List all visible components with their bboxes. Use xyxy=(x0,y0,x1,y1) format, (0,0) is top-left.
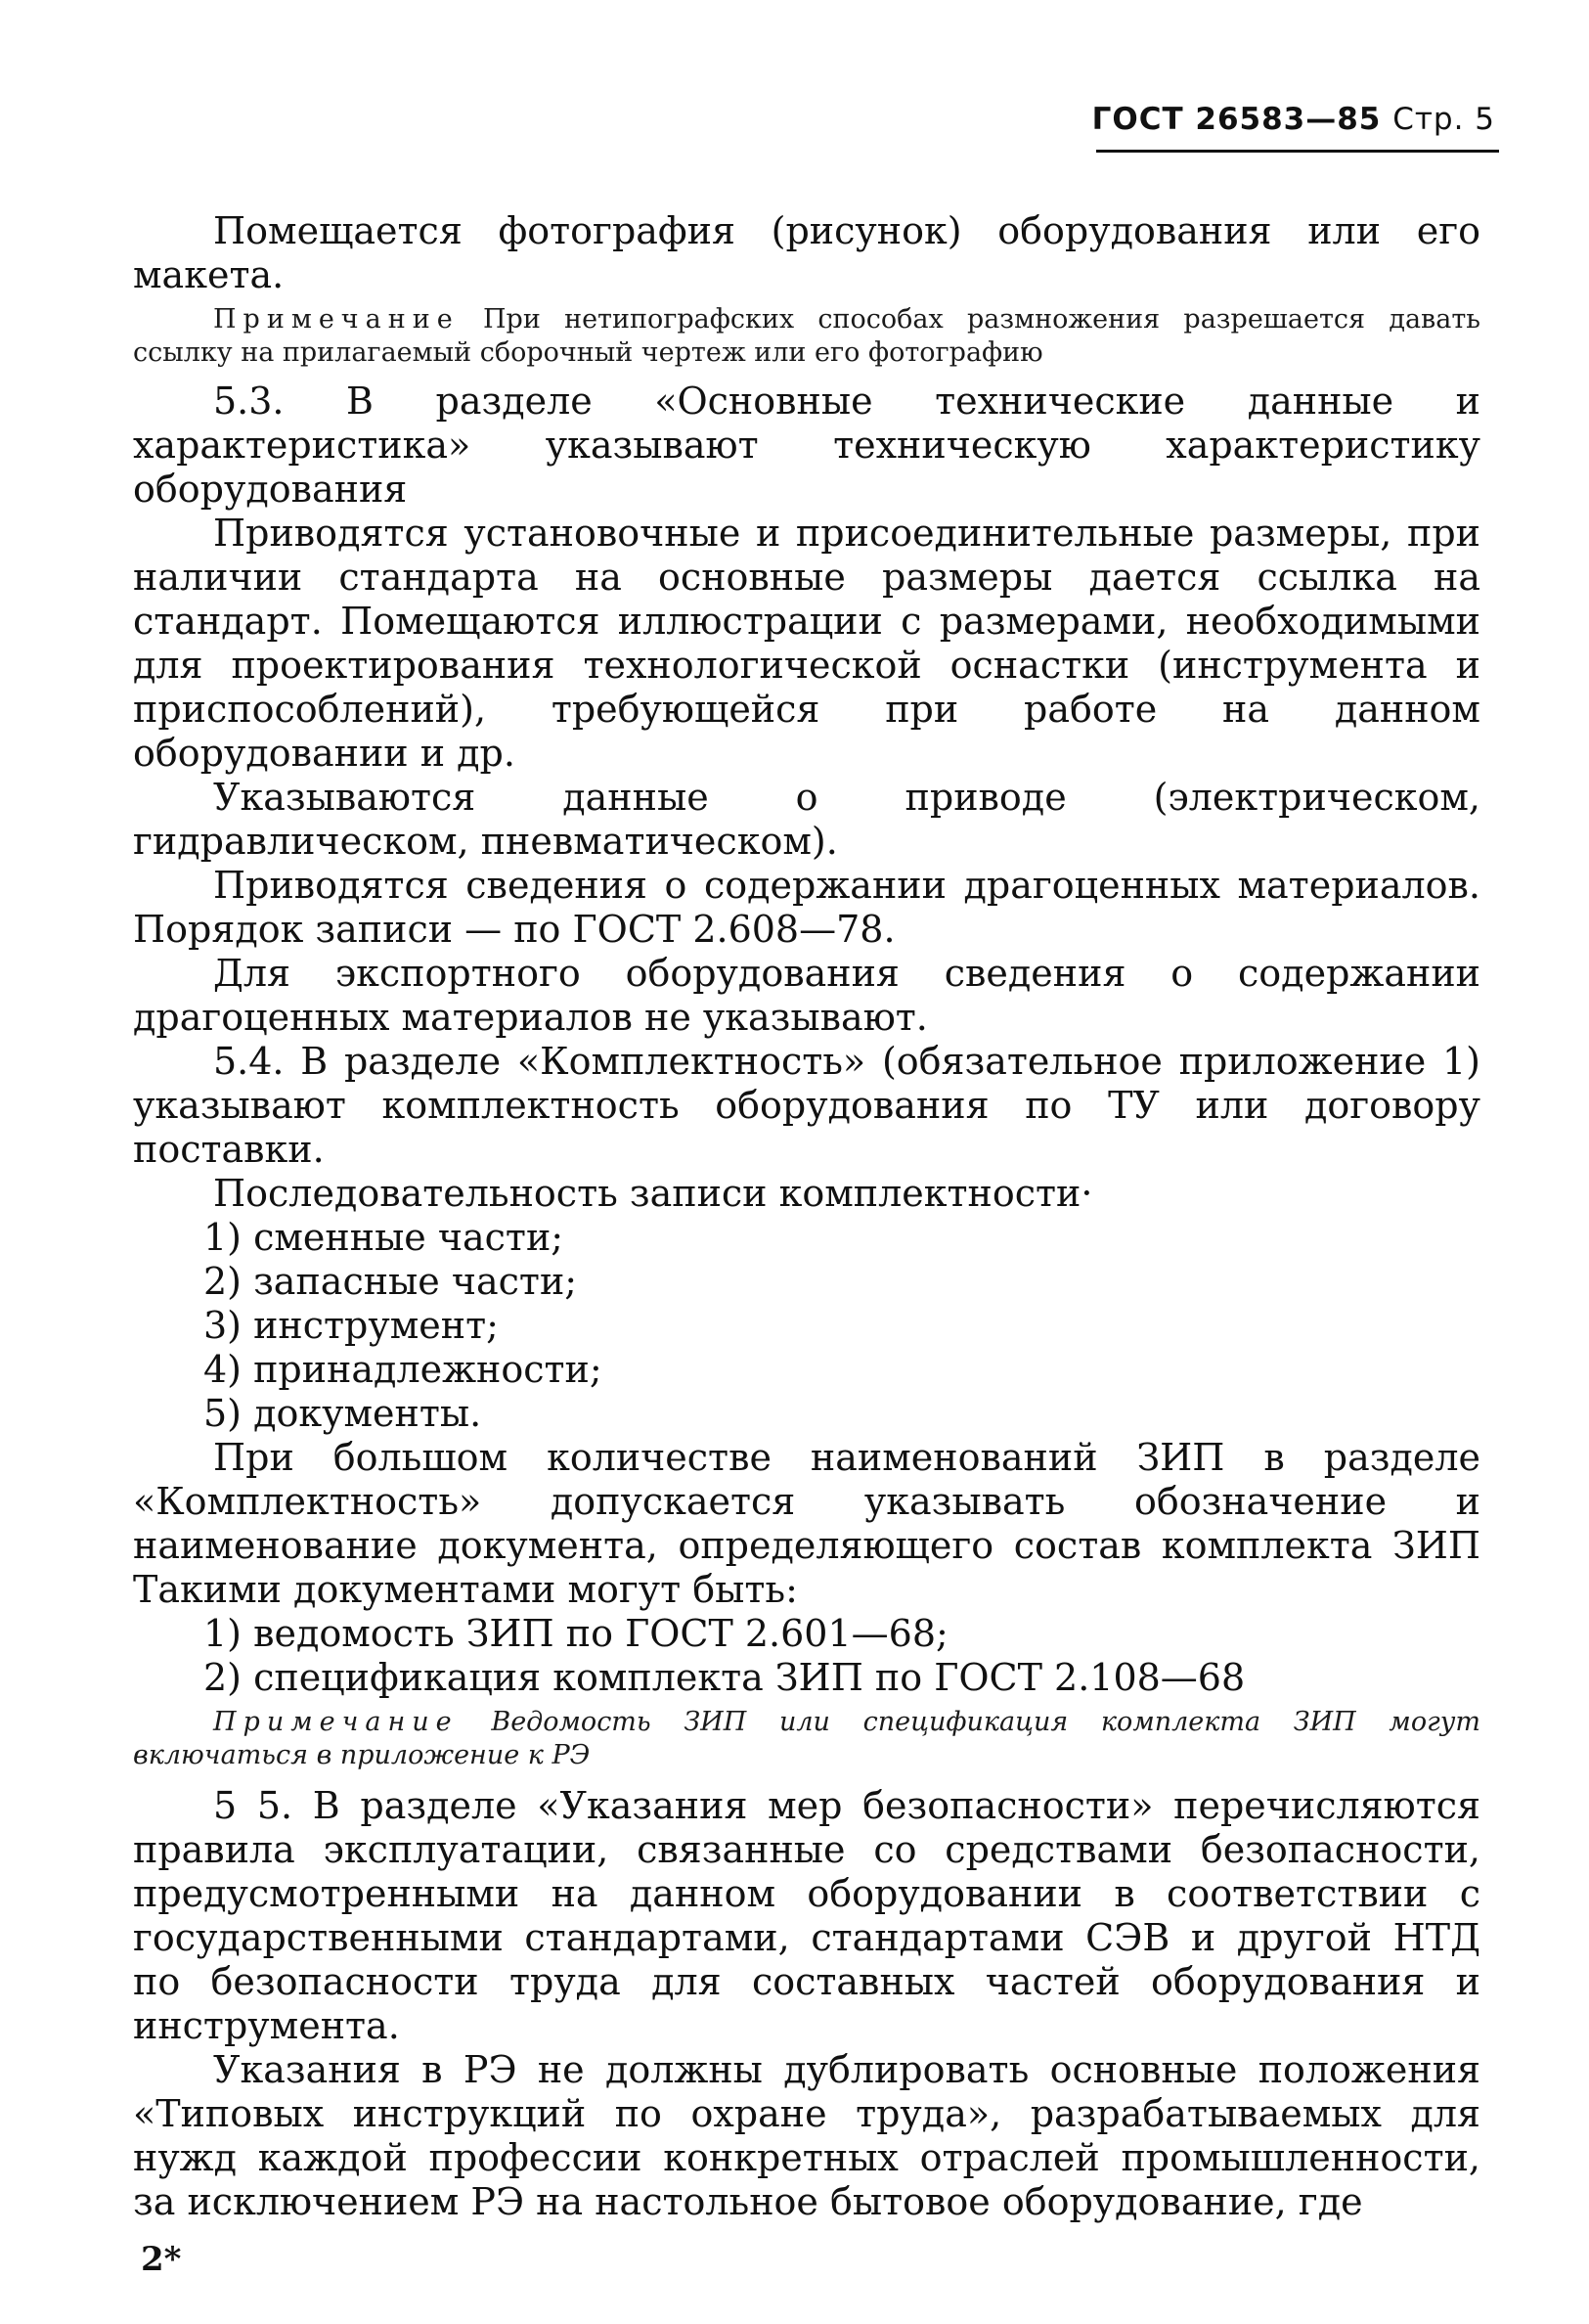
note-text: Ведомость ЗИП или спецификация комплекта ЗИП могут включаться в приложение к РЭ xyxy=(133,1707,1480,1770)
list-item: 1) сменные части; xyxy=(203,1216,564,1259)
note-zip xyxy=(133,1706,1480,1772)
document-body xyxy=(133,209,1480,2224)
list-item: 2) запасные части; xyxy=(203,1260,578,1303)
page-number: Стр. 5 xyxy=(1392,102,1495,137)
list-item: 5) документы. xyxy=(203,1392,482,1435)
list-item: 2) спецификация комплекта ЗИП по ГОСТ 2.108—68 xyxy=(203,1656,1246,1699)
paragraph-photo: Помещается фотография (рисунок) оборудования или его макета. xyxy=(133,209,1480,296)
paragraph-drive: Указываются данные о приводе (электрическом, гидравлическом, пневматическом). xyxy=(133,776,1480,863)
paragraph-5-3: 5.3. В разделе «Основные технические данные и характеристика» указывают техническую характеристику оборудования xyxy=(133,380,1480,511)
note-text: При нетипографских способах размножения разрешается давать ссылку на прилагаемый сборочный чертеж или его фотографию xyxy=(133,304,1480,368)
paragraph-5-5: 5 5. В разделе «Указания мер безопасности» перечисляются правила эксплуатации, связанные со средствами безопасности, предусмотренными на данном оборудовании в соответствии с государственными стандартами, стандартами СЭВ и другой НТД по безопасности труда для составных частей оборудования и инструмента. xyxy=(133,1784,1480,2047)
paragraph-zip: При большом количестве наименований ЗИП в разделе «Комплектность» допускается указывать обозначение и наименование документа, определяющего состав комплекта ЗИП Такими документами могут быть: xyxy=(133,1436,1480,1611)
paragraph-instructions: Указания в РЭ не должны дублировать основные положения «Типовых инструкций по охране труда», разрабатываемых для нужд каждой профессии конкретных отраслей промышленности, за исключением РЭ на настольное бытовое оборудование, где xyxy=(133,2048,1480,2223)
paragraph-precious-materials: Приводятся сведения о содержании драгоценных материалов. Порядок записи — по ГОСТ 2.608—78. xyxy=(133,864,1480,951)
note-reproduction xyxy=(133,303,1480,370)
completeness-list xyxy=(133,1216,1480,1436)
list-item: 3) инструмент; xyxy=(203,1304,499,1347)
note-label: Примечание xyxy=(213,304,460,335)
paragraph-export: Для экспортного оборудования сведения о содержании драгоценных материалов не указывают. xyxy=(133,952,1480,1039)
list-item: 1) ведомость ЗИП по ГОСТ 2.601—68; xyxy=(203,1612,949,1655)
header-rule xyxy=(1096,150,1499,153)
page-header xyxy=(1092,102,1495,137)
signature-mark: 2* xyxy=(141,2240,182,2279)
list-item: 4) принадлежности; xyxy=(203,1348,602,1391)
note-label: Примечание xyxy=(213,1707,459,1737)
paragraph-5-4: 5.4. В разделе «Комплектность» (обязательное приложение 1) указывают комплектность оборудования по ТУ или договору поставки. xyxy=(133,1040,1480,1171)
standard-number: ГОСТ 26583—85 xyxy=(1091,102,1382,137)
zip-document-list xyxy=(133,1612,1480,1700)
paragraph-dimensions: Приводятся установочные и присоединительные размеры, при наличии стандарта на основные размеры дается ссылка на стандарт. Помещаются иллюстрации с размерами, необходимыми для проектирования технологической оснастки (инструмента и приспособлений), требующейся при работе на данном оборудовании и др. xyxy=(133,512,1480,775)
paragraph-sequence: Последовательность записи комплектности· xyxy=(213,1172,1093,1215)
